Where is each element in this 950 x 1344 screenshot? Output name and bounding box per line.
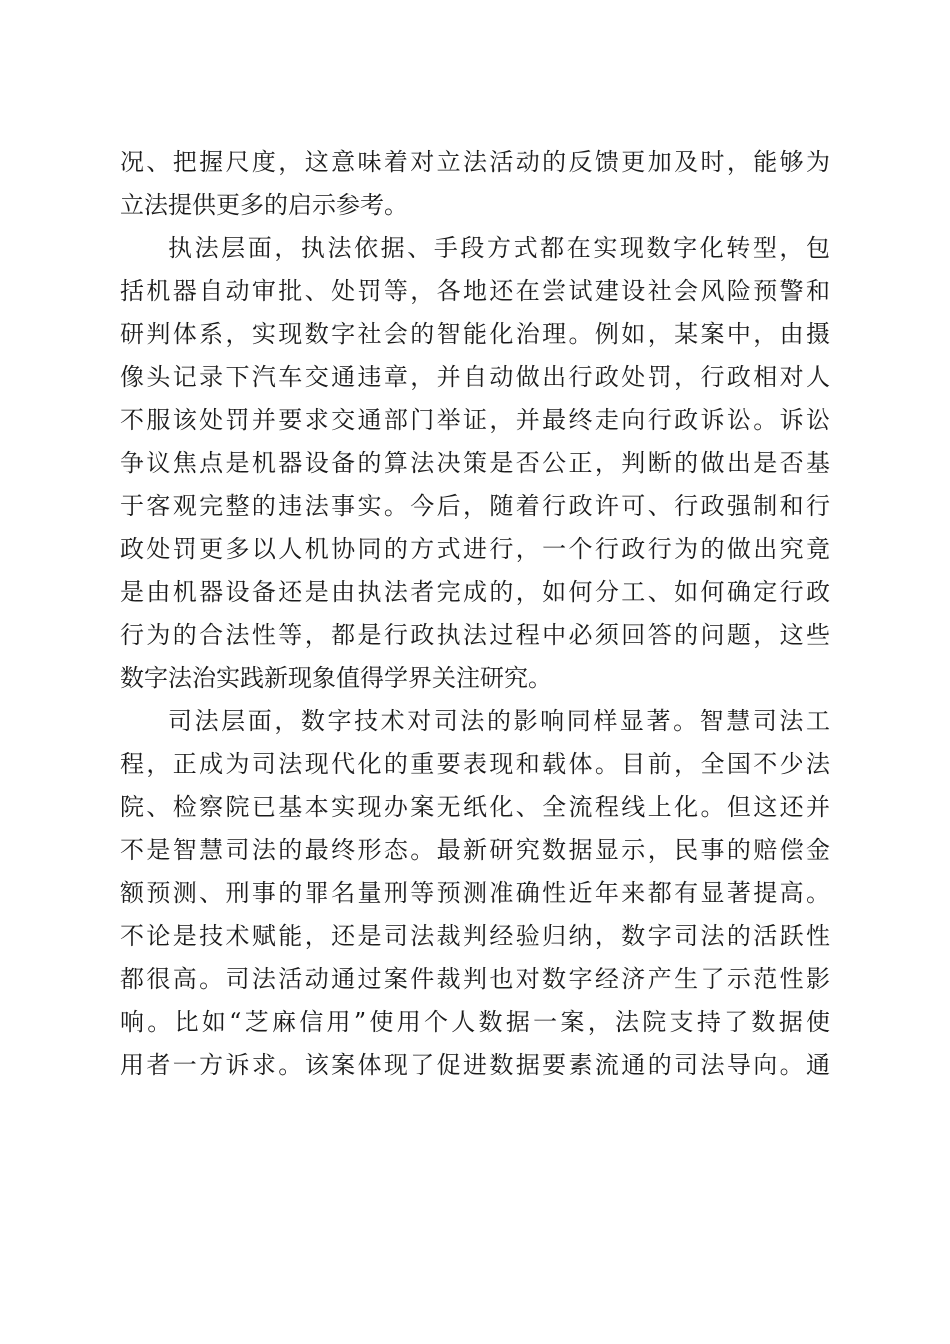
paragraph-3-line-3: 院、检察院已基本实现办案无纸化、全流程线上化。但这还并 (120, 793, 830, 821)
paragraph-2-line-3: 研判体系，实现数字社会的智能化治理。例如，某案中，由摄 (120, 320, 830, 348)
paragraph-2-line-7: 于客观完整的违法事实。今后，随着行政许可、行政强制和行 (120, 492, 830, 520)
paragraph-1-line-2: 立法提供更多的启示参考。 (120, 191, 408, 219)
paragraph-2-line-5: 不服该处罚并要求交通部门举证，并最终走向行政诉讼。诉讼 (120, 406, 830, 434)
paragraph-3-line-2: 程，正成为司法现代化的重要表现和载体。目前，全国不少法 (120, 750, 830, 778)
paragraph-3-line-5: 额预测、刑事的罪名量刑等预测准确性近年来都有显著提高。 (120, 879, 830, 907)
paragraph-3-line-1: 司法层面，数字技术对司法的影响同样显著。智慧司法工 (168, 707, 830, 735)
paragraph-2-line-2: 括机器自动审批、处罚等，各地还在尝试建设社会风险预警和 (120, 277, 830, 305)
paragraph-3-line-8: 响。比如“芝麻信用”使用个人数据一案，法院支持了数据使 (120, 1008, 830, 1036)
paragraph-2-line-10: 行为的合法性等，都是行政执法过程中必须回答的问题，这些 (120, 621, 830, 649)
paragraph-2-line-11: 数字法治实践新现象值得学界关注研究。 (120, 664, 552, 692)
paragraph-2-line-6: 争议焦点是机器设备的算法决策是否公正，判断的做出是否基 (120, 449, 830, 477)
paragraph-2-line-8: 政处罚更多以人机协同的方式进行，一个行政行为的做出究竟 (120, 535, 830, 563)
paragraph-3-line-7: 都很高。司法活动通过案件裁判也对数字经济产生了示范性影 (120, 965, 830, 993)
paragraph-1-line-1: 况、把握尺度，这意味着对立法活动的反馈更加及时，能够为 (120, 148, 830, 176)
paragraph-3-line-9: 用者一方诉求。该案体现了促进数据要素流通的司法导向。通 (120, 1051, 830, 1079)
paragraph-2-line-4: 像头记录下汽车交通违章，并自动做出行政处罚，行政相对人 (120, 363, 830, 391)
paragraph-2-line-1: 执法层面，执法依据、手段方式都在实现数字化转型，包 (168, 234, 830, 262)
body-text (120, 141, 830, 1087)
paragraph-3-line-4: 不是智慧司法的最终形态。最新研究数据显示，民事的赔偿金 (120, 836, 830, 864)
paragraph-2-line-9: 是由机器设备还是由执法者完成的，如何分工、如何确定行政 (120, 578, 830, 606)
paragraph-3-line-6: 不论是技术赋能，还是司法裁判经验归纳，数字司法的活跃性 (120, 922, 830, 950)
